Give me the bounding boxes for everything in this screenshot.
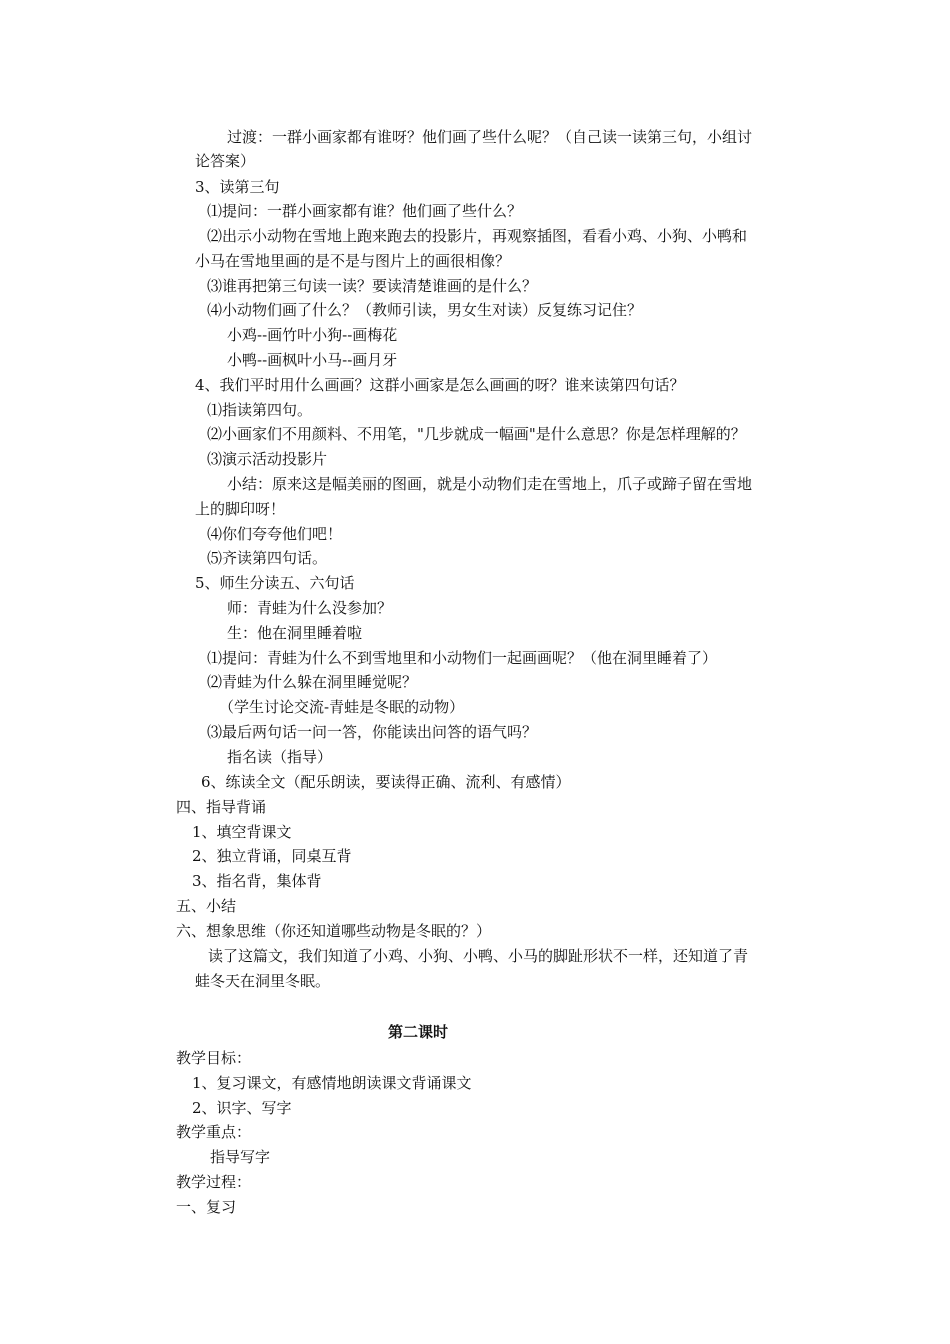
text-line: 3、读第三句 (195, 178, 280, 196)
text-line: 1、复习课文，有感情地朗读课文背诵课文 (192, 1074, 472, 1092)
text-line: 教学重点： (176, 1123, 252, 1141)
text-line: ⑶最后两句话一问一答，你能读出问答的语气吗？ (207, 723, 538, 741)
text-line: ⑵青蛙为什么躲在洞里睡觉呢？ (207, 673, 418, 691)
text-line: 过渡：一群小画家都有谁呀？他们画了些什么呢？（自己读一读第三句，小组讨 (227, 128, 753, 146)
text-line: ⑶演示活动投影片 (207, 450, 328, 468)
text-line: 四、指导背诵 (176, 798, 267, 816)
text-line: （学生讨论交流-青蛙是冬眠的动物） (219, 698, 465, 716)
text-line: 小鸭--画枫叶小马--画月牙 (227, 351, 398, 369)
text-line: 教学过程： (176, 1173, 252, 1191)
text-line: ⑶谁再把第三句读一读？要读清楚谁画的是什么？ (207, 277, 538, 295)
text-line: 指名读（指导） (227, 748, 333, 766)
text-line: ⑷你们夸夸他们吧！ (207, 525, 343, 543)
text-line: 一、复习 (176, 1198, 237, 1216)
text-line: 2、识字、写字 (192, 1099, 292, 1117)
text-line: 6、练读全文（配乐朗读，要读得正确、流利、有感情） (201, 773, 571, 791)
section-title: 第二课时 (388, 1023, 449, 1041)
text-line: 5、师生分读五、六句话 (195, 574, 355, 592)
text-line: 五、小结 (176, 897, 237, 915)
text-line: 六、想象思维（你还知道哪些动物是冬眠的？） (176, 922, 492, 940)
text-line: 指导写字 (210, 1148, 271, 1166)
text-line: 读了这篇文，我们知道了小鸡、小狗、小鸭、小马的脚趾形状不一样，还知道了青 (208, 947, 749, 965)
text-line: ⑵出示小动物在雪地上跑来跑去的投影片，再观察插图，看看小鸡、小狗、小鸭和 (207, 227, 748, 245)
text-line: ⑸齐读第四句话。 (207, 549, 328, 567)
text-line: ⑵小画家们不用颜料、不用笔，"几步就成一幅画"是什么意思？你是怎样理解的？ (207, 425, 746, 443)
text-line: 上的脚印呀！ (195, 500, 286, 518)
text-line: 师：青蛙为什么没参加？ (227, 599, 393, 617)
text-line: 小马在雪地里画的是不是与图片上的画很相像？ (195, 252, 511, 270)
text-line: 4、我们平时用什么画画？这群小画家是怎么画画的呀？谁来读第四句话？ (195, 376, 685, 394)
text-line: 蛙冬天在洞里冬眠。 (195, 972, 331, 990)
text-line: 1、填空背课文 (192, 823, 292, 841)
text-line: 生：他在洞里睡着啦 (227, 624, 363, 642)
text-line: ⑴提问：一群小画家都有谁？他们画了些什么？ (207, 202, 523, 220)
text-line: ⑴指读第四句。 (207, 401, 313, 419)
text-line: 小鸡--画竹叶小狗--画梅花 (227, 326, 398, 344)
text-line: ⑷小动物们画了什么？（教师引读，男女生对读）反复练习记住？ (207, 301, 643, 319)
text-line: 论答案） (195, 152, 256, 170)
text-line: ⑴提问：青蛙为什么不到雪地里和小动物们一起画画呢？（他在洞里睡着了） (207, 649, 718, 667)
text-line: 小结：原来这是幅美丽的图画，就是小动物们走在雪地上，爪子或蹄子留在雪地 (227, 475, 753, 493)
text-line: 教学目标： (176, 1049, 252, 1067)
text-line: 2、独立背诵，同桌互背 (192, 847, 352, 865)
text-line: 3、指名背，集体背 (192, 872, 322, 890)
